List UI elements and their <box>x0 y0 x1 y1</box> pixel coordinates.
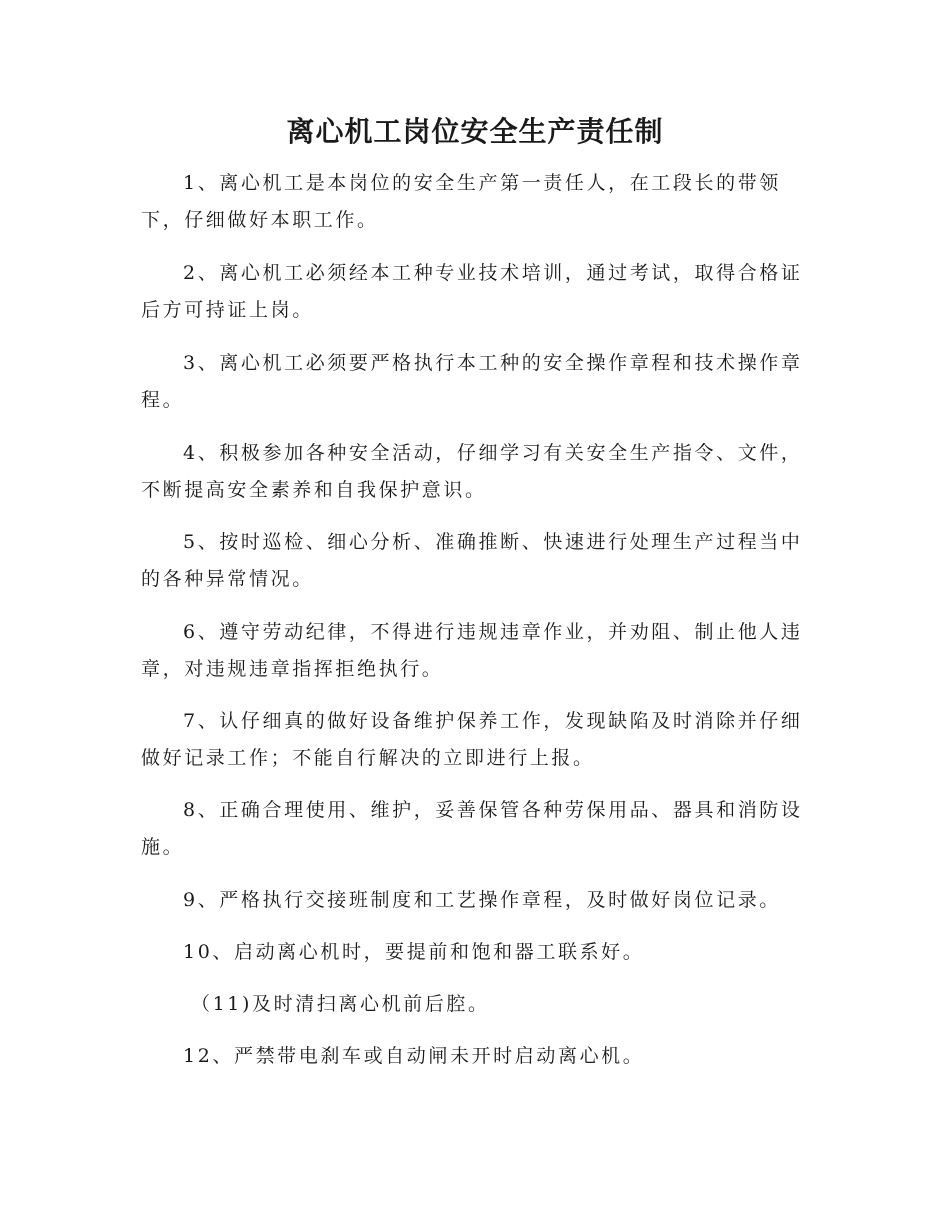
clause-4: 4、积极参加各种安全活动，仔细学习有关安全生产指令、文件，不断提高安全素养和自我保护意识。 <box>141 442 803 501</box>
clause-11: （11)及时清扫离心机前后腔。 <box>191 993 490 1015</box>
clause-6: 6、遵守劳动纪律，不得进行违规违章作业，并劝阻、制止他人违章，对违规违章指挥拒绝执行。 <box>141 621 803 680</box>
clause-8: 8、正确合理使用、维护，妥善保管各种劳保用品、器具和消防设施。 <box>141 799 803 858</box>
clause-12: 12、严禁带电刹车或自动闸未开时启动离心机。 <box>183 1045 645 1067</box>
clause-7: 7、认仔细真的做好设备维护保养工作，发现缺陷及时消除并仔细做好记录工作；不能自行解决的立即进行上报。 <box>141 710 803 769</box>
clause-9: 9、严格执行交接班制度和工艺操作章程，及时做好岗位记录。 <box>183 889 781 911</box>
clause-5: 5、按时巡检、细心分析、准确推断、快速进行处理生产过程当中的各种异常情况。 <box>141 531 803 590</box>
document-title: 离心机工岗位安全生产责任制 <box>286 115 664 148</box>
clause-2: 2、离心机工必须经本工种专业技术培训，通过考试，取得合格证后方可持证上岗。 <box>141 262 803 321</box>
clause-10: 10、启动离心机时，要提前和饱和器工联系好。 <box>183 941 645 963</box>
clause-3: 3、离心机工必须要严格执行本工种的安全操作章程和技术操作章程。 <box>141 352 803 411</box>
clause-1: 1、离心机工是本岗位的安全生产第一责任人，在工段长的带领下，仔细做好本职工作。 <box>141 172 781 231</box>
